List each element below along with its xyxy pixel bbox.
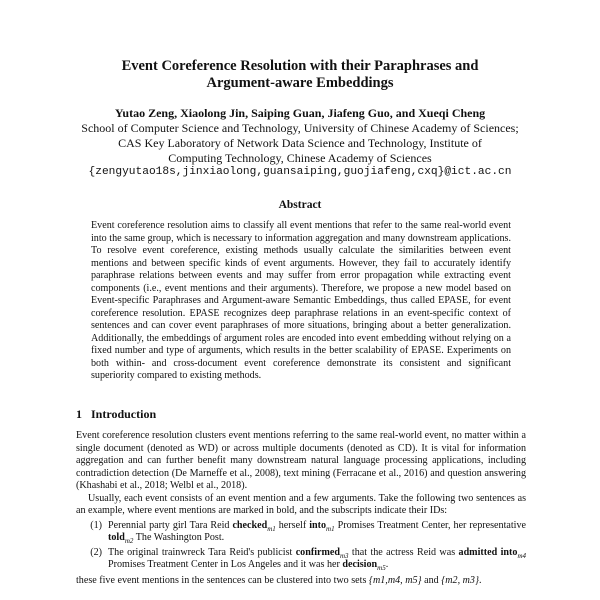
continuation-text: these five event mentions in the sentences can be clustered into two sets bbox=[76, 574, 369, 586]
abstract-body: Event coreference resolution aims to classify all event mentions that refer to the same real-world event into the same group, which is necessary to information aggregation and many downstream applications. To resolve event coreference, existing methods usually calculate the similarities between event mentions and between specific kinds of event arguments. However, they fail to accurately identify paraphrase relations between events and may suffer from error propagation while extracting event components (i.e., event mentions and their arguments). Therefore, we propose a new model based on Event-specific Paraphrases and Argument-aware Semantic Embeddings, thus called EPASE, for event coreference resolution. EPASE recognizes deep paraphrase relations in an event-specific context of sentences and can cover event paraphrases of more situations, bringing about a better generalization. Additionally, the embeddings of argument roles are encoded into event embedding without relying on a fixed number and type of arguments, which results in the better scalability of EPASE. Experiments on both within- and cross-document event coreference demonstrate its consistent and significant superiority compared to existing methods. bbox=[91, 220, 511, 381]
example-number: (2) bbox=[90, 546, 102, 558]
intro-paragraph-2: Usually, each event consists of an event mention and a few arguments. Take the following two sentences as an example, where event mentions are marked in bold, and the subscripts indicate their IDs: bbox=[76, 492, 526, 516]
section-number: 1 bbox=[76, 407, 82, 421]
mention-id: m2 bbox=[124, 537, 134, 546]
mention-id: m1 bbox=[267, 524, 276, 533]
event-mention: admitted bbox=[458, 546, 498, 558]
section-title: Introduction bbox=[91, 407, 157, 421]
title-line-1: Event Coreference Resolution with their Paraphrases and bbox=[121, 58, 479, 74]
author-emails: {zengyutao18s,jinxiaolong,guansaiping,guojiafeng,cxq}@ict.ac.cn bbox=[88, 166, 512, 178]
example-fragment: Perennial party girl Tara Reid bbox=[108, 519, 233, 531]
mention-id: m3 bbox=[339, 551, 349, 560]
event-mention: told bbox=[108, 532, 125, 543]
event-mention: confirmed bbox=[295, 546, 340, 558]
example-fragment: that the actress Reid was bbox=[348, 546, 459, 558]
example-fragment: Promises Treatment Center in Los Angeles and it was her bbox=[108, 559, 343, 570]
cluster-set-1: {m1,m4, m5} bbox=[368, 574, 422, 586]
event-mention: into bbox=[309, 519, 327, 531]
continuation-text: and bbox=[421, 574, 442, 586]
abstract-heading: Abstract bbox=[278, 199, 322, 211]
example-fragment: . bbox=[385, 559, 389, 570]
mention-id: m5 bbox=[377, 564, 386, 573]
title-line-2: Argument-aware Embeddings bbox=[206, 75, 394, 91]
event-mention: into bbox=[500, 546, 518, 558]
example-fragment: herself bbox=[275, 519, 310, 531]
author-list: Yutao Zeng, Xiaolong Jin, Saiping Guan, Jiafeng Guo, and Xueqi Cheng bbox=[114, 106, 486, 120]
intro-paragraph-1: Event coreference resolution clusters event mentions referring to the same real-world event, no matter within a single document (denoted as WD) or across multiple documents (denoted as CD). It is vital for information aggregation and can further benefit many downstream natural language processing applications, including contradiction detection (De Marneffe et al., 2008), text mining (Ferracane et al., 2016) and question answering (Khashabi et al., 2018; Welbl et al., 2018). bbox=[76, 430, 526, 491]
continuation-text: . bbox=[479, 574, 482, 586]
example-text bbox=[108, 520, 526, 545]
affiliation-line: CAS Key Laboratory of Network Data Science and Technology, Institute of bbox=[118, 136, 482, 150]
introduction-body bbox=[76, 430, 526, 587]
paper-title bbox=[0, 58, 600, 92]
example-1 bbox=[76, 520, 526, 545]
event-mention: decision bbox=[342, 559, 378, 570]
example-2 bbox=[76, 547, 526, 572]
affiliations bbox=[0, 121, 600, 166]
mention-id: m4 bbox=[517, 551, 526, 560]
example-fragment: The Washington Post. bbox=[133, 532, 225, 543]
example-fragment: Promises Treatment Center, her representative bbox=[334, 519, 526, 531]
cluster-set-2: {m2, m3} bbox=[441, 574, 479, 586]
intro-continuation bbox=[76, 575, 526, 588]
example-fragment: The original trainwreck Tara Reid's publicist bbox=[108, 546, 296, 558]
affiliation-line: Computing Technology, Chinese Academy of Sciences bbox=[168, 151, 432, 165]
example-text bbox=[108, 547, 526, 572]
section-heading bbox=[76, 407, 156, 422]
mention-id: m1 bbox=[326, 524, 335, 533]
event-mention: checked bbox=[232, 519, 268, 531]
example-number: (1) bbox=[90, 519, 102, 531]
affiliation-line: School of Computer Science and Technology, University of Chinese Academy of Sciences; bbox=[81, 121, 519, 135]
